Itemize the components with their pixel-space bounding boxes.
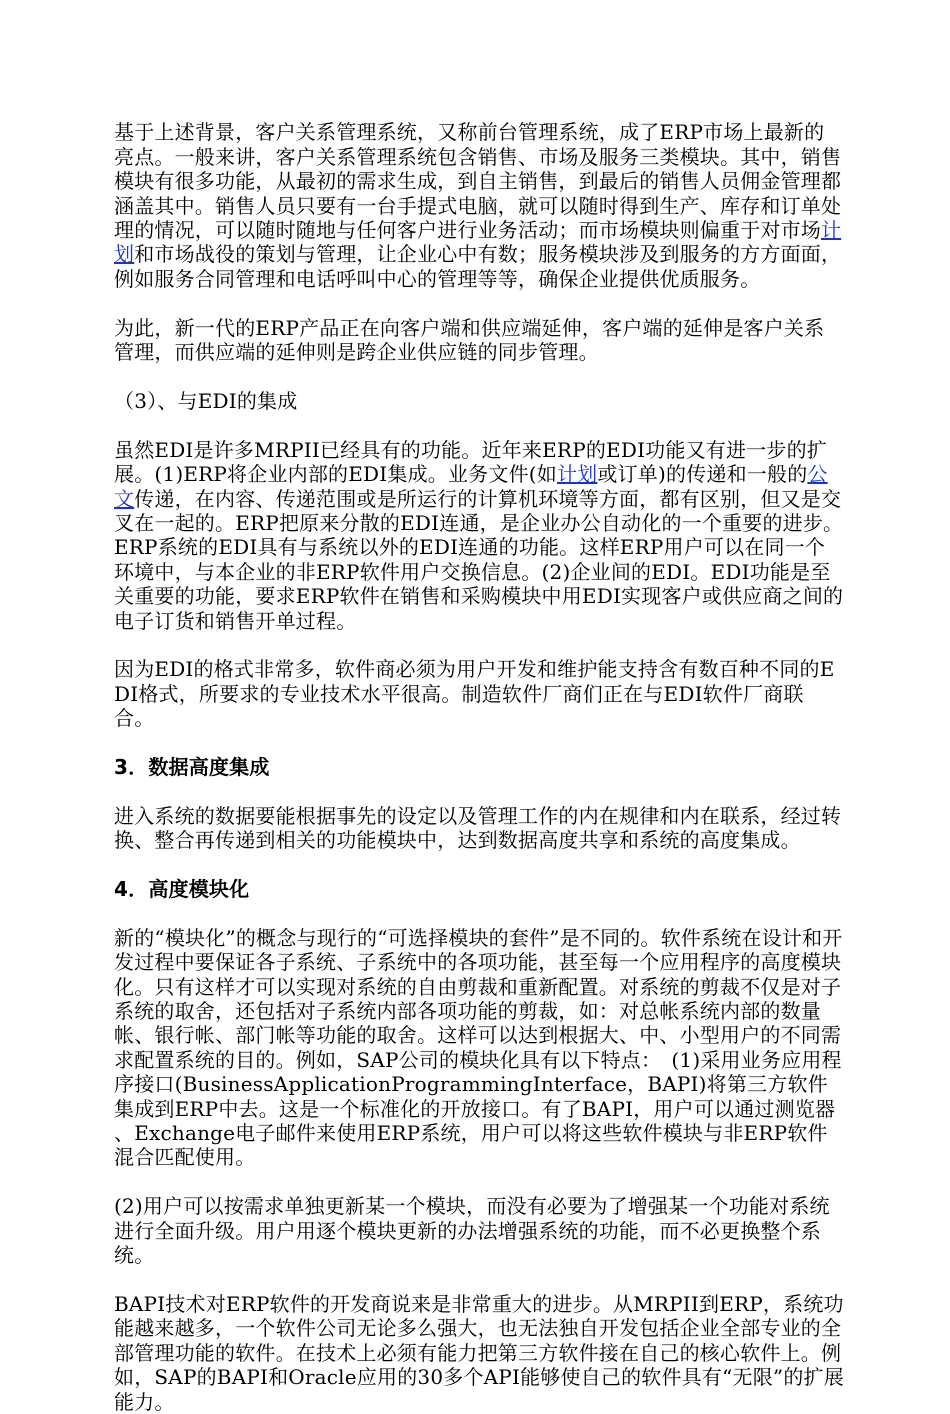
text-segment: 为此，新一代的ERP产品正在向客户端和供应端延伸，客户端的延伸是客户关系管理，而供应端的延伸则是跨企业供应链的同步管理。 xyxy=(114,315,825,365)
heading-data-integration xyxy=(114,731,844,780)
paragraph-modularization xyxy=(114,901,844,1169)
text-segment: 或订单)的传递和一般的 xyxy=(597,462,808,487)
paragraph-bapi xyxy=(114,1268,844,1414)
text-segment: 传递，在内容、传递范围或是所运行的计算机环境等方面，都有区别，但又是交叉在一起的。ERP把原来分散的EDI连通，是企业办公自动化的一个重要的进步。ERP系统的EDI具有与系统以外的EDI连通的功能。这样ERP用户可以在同一个环境中，与本企业的非ERP软件用户交换信息。(2)企业间的EDI。EDI功能是至关重要的功能，要求ERP软件在销售和采购模块中用EDI实现客户或供应商之间的电子订货和销售开单过程。 xyxy=(114,486,844,633)
document-body xyxy=(114,96,844,1414)
text-segment: BAPI技术对ERP软件的开发商说来是非常重大的进步。从MRPII到ERP，系统功能越来越多，一个软件公司无论多么强大，也无法独自开发包括企业全部专业的全部管理功能的软件。在技术上必须有能力把第三方软件接在自己的核心软件上。例如，SAP的BAPI和Oracle应用的30多个API能够使自己的软件具有“无限”的扩展能力。 xyxy=(114,1291,844,1414)
text-segment: 和市场战役的策划与管理，让企业心中有数；服务模块涉及到服务的方方面面，例如服务合同管理和电话呼叫中心的管理等等，确保企业提供优质服务。 xyxy=(114,242,842,291)
paragraph-edi xyxy=(114,413,844,633)
paragraph-crm xyxy=(114,96,844,291)
text-segment: （3）、与EDI的集成 xyxy=(114,388,298,413)
subheading-edi xyxy=(114,364,844,413)
text-segment: 4．高度模块化 xyxy=(114,877,250,901)
heading-modularization xyxy=(114,853,844,902)
paragraph-module-update xyxy=(114,1170,844,1268)
paragraph-supply-chain xyxy=(114,291,844,364)
text-segment: 新的“模块化”的概念与现行的“可选择模块的套件”是不同的。软件系统在设计和开发过程中要保证各子系统、子系统中的各项功能，甚至每一个应用程序的高度模块化。只有这样才可以实现对系统的自由剪裁和重新配置。对系统的剪裁不仅是对子系统的取舍，还包括对子系统内部各项功能的剪裁，如：对总帐系统内部的数量帐、银行帐、部门帐等功能的取舍。这样可以达到根据大、中、小型用户的不同需求配置系统的目的。例如，SAP公司的模块化具有以下特点： (1)采用业务应用程序接口(BusinessApplicationProgrammingInterface，BAPI)将第三方软件集成到ERP中去。这是一个标准化的开放接口。有了BAPI，用户可以通过测览器 、Exchange电子邮件来使用ERP系统，用户可以将这些软件模块与非ERP软件混合匹配使用。 xyxy=(114,925,843,1170)
paragraph-data-integration xyxy=(114,779,844,852)
paragraph-edi-formats xyxy=(114,633,844,731)
link-plan[interactable]: 计划 xyxy=(556,462,598,487)
text-segment: 进入系统的数据要能根据事先的设定以及管理工作的内在规律和内在联系，经过转换、整合再传递到相关的功能模块中，达到数据高度共享和系统的高度集成。 xyxy=(114,803,842,853)
text-segment: 基于上述背景，客户关系管理系统，又称前台管理系统，成了ERP市场上最新的亮点。一般来讲，客户关系管理系统包含销售、市场及服务三类模块。其中，销售模块有很多功能，从最初的需求生成，到自主销售，到最后的销售人员佣金管理都涵盖其中。销售人员只要有一台手提式电脑，就可以随时得到生产、库存和订单处理的情况，可以随时随地与任何客户进行业务活动；而市场模块则偏重于对市场 xyxy=(114,120,842,243)
text-segment: 因为EDI的格式非常多，软件商必须为用户开发和维护能支持含有数百种不同的EDI格式，所要求的专业技术水平很高。制造软件厂商们正在与EDI软件厂商联合。 xyxy=(114,657,835,731)
link-plan[interactable]: 计划 xyxy=(114,218,842,267)
text-segment: (2)用户可以按需求单独更新某一个模块，而没有必要为了增强某一个功能对系统进行全面升级。用户用逐个模块更新的办法增强系统的功能，而不必更换整个系统。 xyxy=(114,1194,830,1268)
text-segment: 3．数据高度集成 xyxy=(114,754,270,779)
text-segment: 虽然EDI是许多MRPII已经具有的功能。近年来ERP的EDI功能又有进一步的扩展。(1)ERP将企业内部的EDI集成。业务文件(如 xyxy=(114,437,827,487)
link-document[interactable]: 公文 xyxy=(114,462,828,511)
